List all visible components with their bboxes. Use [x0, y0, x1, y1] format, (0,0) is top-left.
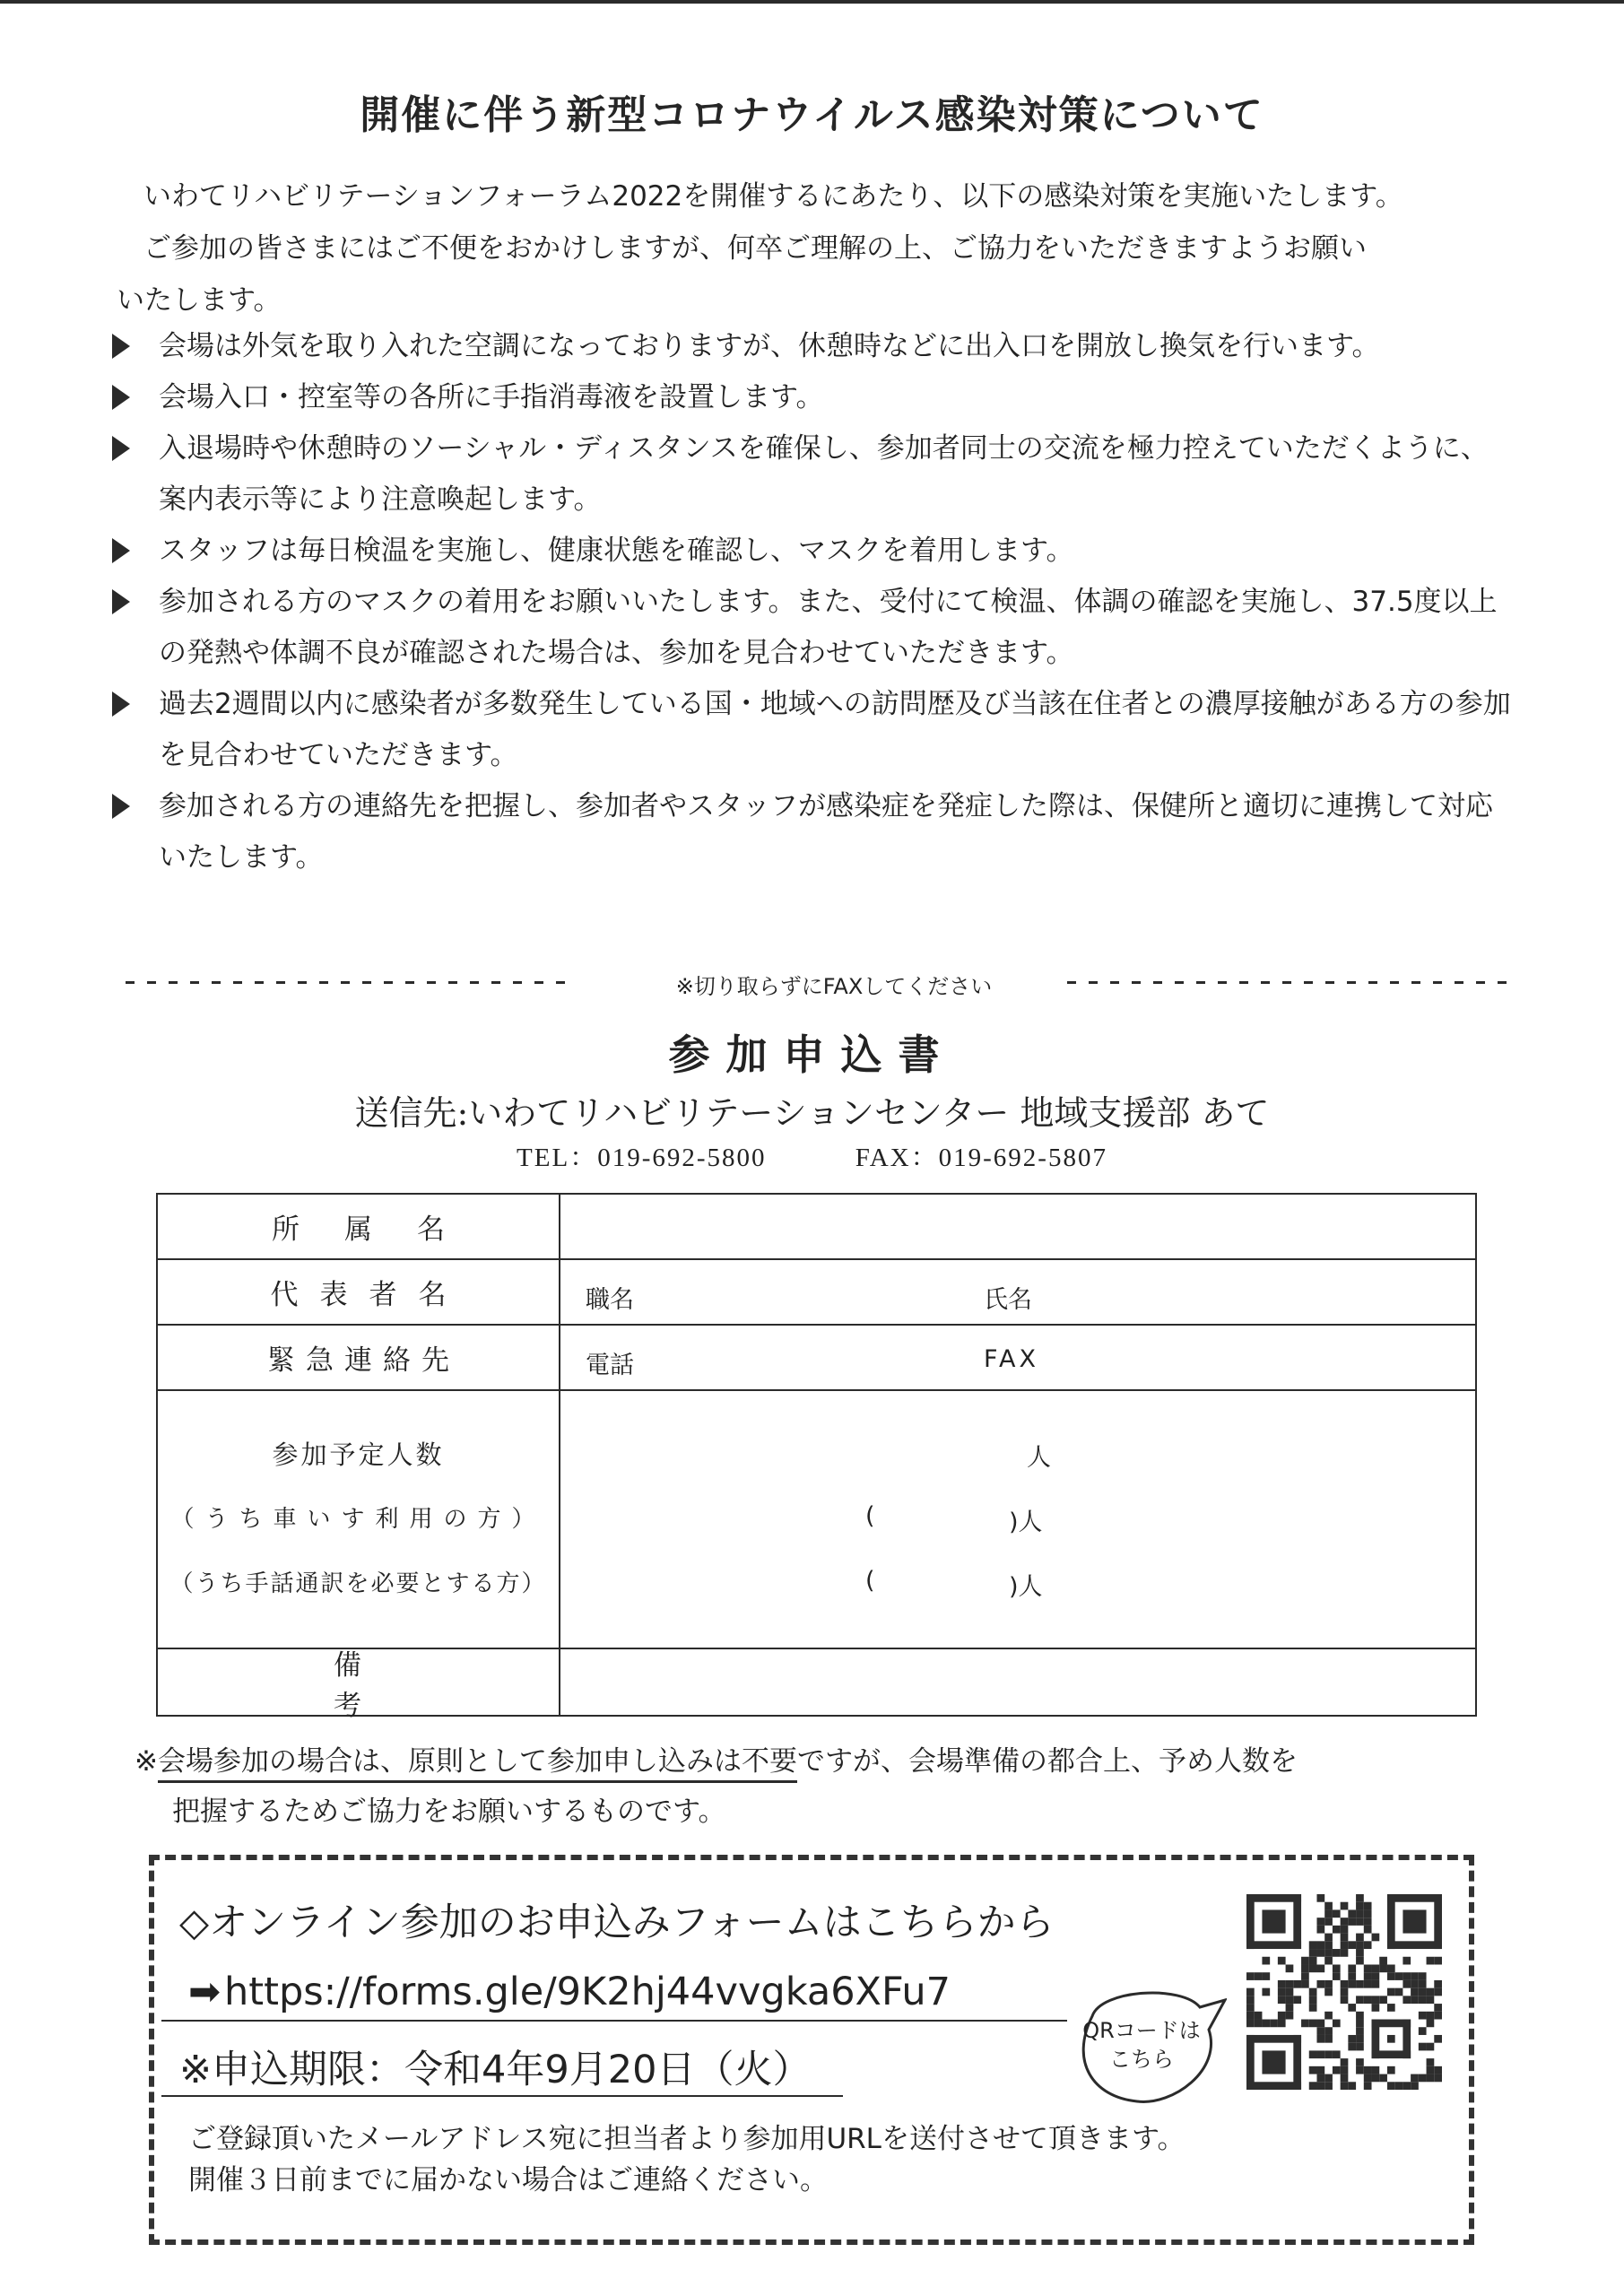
qr-module [1324, 1949, 1333, 1957]
qr-module [1348, 2035, 1356, 2043]
sign-language-label: （うち手話通訳を必要とする方） [169, 1570, 547, 1597]
table-row [158, 1195, 1475, 1260]
application-form-table [156, 1193, 1477, 1722]
qr-module [1403, 1980, 1411, 1988]
qr-module [1341, 1949, 1349, 1957]
qr-module [1324, 2027, 1333, 2035]
qr-module [1372, 1980, 1380, 1988]
qr-module [1411, 1988, 1419, 1996]
form-url-link[interactable]: https://forms.gle/9K2hj44vvgka6XFu7 [224, 1970, 951, 2014]
triangle-bullet-icon [112, 589, 130, 614]
unit-person: )人 [1009, 1573, 1043, 1601]
representative-field[interactable] [560, 1260, 1475, 1324]
list-item [112, 321, 1511, 372]
qr-module [1341, 1926, 1349, 1934]
qr-module [1316, 2035, 1324, 2043]
qr-module [1411, 2082, 1419, 2090]
qr-module [1348, 1972, 1356, 1980]
qr-module [1333, 1964, 1341, 1972]
qr-module [1324, 1988, 1333, 1996]
qr-module [1301, 1980, 1309, 1988]
qr-module [1356, 1949, 1364, 1957]
qr-module [1286, 1964, 1294, 1972]
qr-module [1356, 2020, 1364, 2028]
qr-module [1270, 2020, 1278, 2028]
qr-module [1316, 1926, 1324, 1934]
qr-module [1246, 1988, 1255, 1996]
qr-module [1419, 2074, 1427, 2083]
qr-module [1333, 2066, 1341, 2074]
qr-module [1333, 2050, 1341, 2058]
qr-module [1411, 1996, 1419, 2004]
qr-module [1246, 1996, 1255, 2004]
arrow-right-icon: ➡ [188, 1970, 221, 2014]
qr-module [1309, 2050, 1317, 2058]
qr-module [1316, 2066, 1324, 2074]
label-text: 備考 [334, 1648, 537, 1722]
qr-module [1262, 2020, 1270, 2028]
qr-module [1387, 2082, 1395, 2090]
fax-label: FAX [984, 1345, 1040, 1373]
qr-module [1427, 2020, 1435, 2028]
deadline-underline [161, 2095, 843, 2097]
intro-line: いたします。 [117, 284, 282, 317]
qr-module [1403, 2082, 1411, 2090]
qr-module [1324, 2082, 1333, 2090]
footnote-line: ご登録頂いたメールアドレス宛に担当者より参加用URLを送付させて頂きます。 [188, 2123, 1185, 2155]
affiliation-field[interactable] [560, 1195, 1475, 1258]
qr-module [1333, 1949, 1341, 1957]
qr-module [1316, 1918, 1324, 1926]
qr-module [1309, 1957, 1317, 1965]
qr-align [1403, 2020, 1411, 2059]
qr-module [1309, 2020, 1317, 2028]
remarks-field[interactable] [560, 1649, 1475, 1715]
triangle-bullet-icon [112, 691, 130, 717]
list-item [112, 577, 1511, 679]
qr-module [1379, 1996, 1387, 2004]
qr-module [1246, 2020, 1255, 2028]
qr-module [1356, 2066, 1364, 2074]
qr-module [1255, 2020, 1263, 2028]
triangle-bullet-icon [112, 538, 130, 563]
qr-module [1387, 2004, 1395, 2012]
qr-module [1324, 1909, 1333, 1918]
qr-module [1379, 1957, 1387, 1965]
qr-module [1356, 2012, 1364, 2020]
label-text: 代表者名 [270, 1279, 468, 1311]
note-underlined: 会場参加の場合は、原則として参加申し込みは不要 [158, 1745, 797, 1783]
qr-finder [1293, 2035, 1301, 2090]
qr-module [1419, 1988, 1427, 1996]
form-destination: 送信先:いわてリハビリテーションセンター 地域支援部 あて [354, 1093, 1270, 1133]
url-underline [161, 2020, 1067, 2022]
qr-module [1434, 1980, 1442, 1988]
qr-module [1372, 1934, 1380, 1942]
scan-edge [0, 0, 1624, 4]
cut-line-text: ※切り取らずにFAXしてください [675, 974, 993, 999]
qr-module [1379, 2074, 1387, 2083]
qr-module [1387, 1964, 1395, 1972]
qr-finder [1262, 2050, 1285, 2074]
qr-module [1316, 2050, 1324, 2058]
qr-module [1419, 1972, 1427, 1980]
qr-module [1427, 1957, 1435, 1965]
emergency-contact-label [158, 1326, 560, 1389]
qr-module [1255, 2012, 1263, 2020]
qr-code[interactable] [1246, 1894, 1442, 2090]
qr-module [1387, 1988, 1395, 1996]
qr-module [1364, 2082, 1372, 2090]
measure-text: 過去2週間以内に感染者が多数発生している国・地域への訪問歴及び当該在住者との濃厚接触がある方の参加を見合わせていただきます。 [159, 688, 1511, 771]
qr-module [1364, 1926, 1372, 1934]
qr-module [1356, 1996, 1364, 2004]
table-row [158, 1326, 1475, 1391]
qr-module [1348, 2082, 1356, 2090]
qr-module [1348, 1964, 1356, 1972]
remarks-label [158, 1648, 560, 1722]
qr-finder [1403, 1909, 1426, 1933]
representative-label [158, 1260, 560, 1324]
paren-open: ( [865, 1502, 875, 1530]
qr-module [1324, 1902, 1333, 1910]
qr-module [1301, 2020, 1309, 2028]
qr-module [1419, 1980, 1427, 1988]
qr-module [1395, 1988, 1403, 1996]
intro-line: ご参加の皆さまにはご不便をおかけしますが、何卒ご理解の上、ご協力をいただきますようお願い [143, 232, 1367, 265]
qr-module [1364, 2066, 1372, 2074]
qr-module [1403, 1972, 1411, 1980]
qr-module [1341, 1941, 1349, 1949]
qr-module [1324, 2035, 1333, 2043]
qr-module [1301, 1972, 1309, 1980]
qr-module [1356, 1894, 1364, 1902]
qr-module [1341, 2058, 1349, 2066]
full-name-label: 氏名 [984, 1286, 1032, 1314]
triangle-bullet-icon [112, 385, 130, 410]
qr-module [1333, 1972, 1341, 1980]
qr-module [1364, 1964, 1372, 1972]
qr-module [1333, 1926, 1341, 1934]
qr-module [1309, 1988, 1317, 1996]
qr-module [1286, 1996, 1294, 2004]
qr-module [1364, 1918, 1372, 1926]
qr-finder [1246, 1894, 1301, 1902]
qr-module [1324, 1941, 1333, 1949]
qr-module [1262, 1972, 1270, 1980]
qr-module [1341, 1980, 1349, 1988]
qr-module [1348, 2043, 1356, 2051]
qr-module [1427, 2074, 1435, 2083]
note-rest: ですが、会場準備の都合上、予め人数を [796, 1745, 1298, 1778]
qr-module [1387, 1972, 1395, 1980]
qr-module [1293, 1996, 1301, 2004]
qr-module [1324, 1957, 1333, 1965]
qr-module [1348, 1980, 1356, 1988]
qr-module [1419, 2012, 1427, 2020]
unit-person: 人 [1027, 1444, 1051, 1472]
qr-module [1301, 1964, 1309, 1972]
bubble-text [1065, 2016, 1218, 2074]
unit-person: )人 [1009, 1509, 1043, 1536]
qr-module [1341, 1996, 1349, 2004]
qr-speech-bubble [1065, 1980, 1218, 2106]
qr-module [1372, 2074, 1380, 2083]
dashed-divider [1067, 981, 1507, 984]
paren-open: ( [865, 1567, 875, 1595]
tel-number: TEL：019-692-5800 [517, 1144, 767, 1172]
qr-module [1309, 1964, 1317, 1972]
affiliation-label [158, 1195, 560, 1258]
qr-module [1262, 1957, 1270, 1965]
qr-module [1356, 1902, 1364, 1910]
label-text: 緊急連絡先 [267, 1344, 460, 1377]
job-title-label: 職名 [586, 1286, 634, 1314]
qr-finder [1387, 1941, 1442, 1949]
qr-module [1246, 1972, 1255, 1980]
qr-module [1411, 1972, 1419, 1980]
qr-module [1316, 2074, 1324, 2083]
bubble-line: こちら [1109, 2047, 1174, 2072]
qr-module [1316, 1941, 1324, 1949]
qr-module [1309, 2066, 1317, 2074]
qr-module [1341, 2074, 1349, 2083]
qr-finder [1293, 1894, 1301, 1949]
qr-module [1427, 2066, 1435, 2074]
qr-module [1356, 2058, 1364, 2066]
wheelchair-users-label: （うち車いす利用の方） [170, 1506, 546, 1533]
qr-module [1348, 2004, 1356, 2012]
qr-module [1341, 1902, 1349, 1910]
qr-module [1364, 1972, 1372, 1980]
qr-module [1286, 1988, 1294, 1996]
qr-module [1403, 1957, 1411, 1965]
emergency-contact-field[interactable] [560, 1326, 1475, 1389]
intro-line: いわてリハビリテーションフォーラム2022を開催するにあたり、以下の感染対策を実施いたします。 [143, 180, 1403, 213]
qr-module [1411, 1980, 1419, 1988]
qr-module [1341, 2066, 1349, 2074]
qr-module [1395, 2082, 1403, 2090]
qr-module [1356, 1918, 1364, 1926]
qr-module [1427, 2043, 1435, 2051]
qr-module [1364, 1980, 1372, 1988]
qr-module [1309, 1996, 1317, 2004]
qr-module [1348, 1909, 1356, 1918]
qr-module [1356, 1934, 1364, 1942]
list-item [112, 423, 1511, 526]
qr-module [1434, 2004, 1442, 2012]
qr-module [1379, 1964, 1387, 1972]
form-url-line [188, 1970, 951, 2014]
footnote-line: 開催３日前までに届かない場合はご連絡ください。 [188, 2164, 828, 2196]
qr-module [1278, 1957, 1286, 1965]
measure-text: 参加される方の連絡先を把握し、参加者やスタッフが感染症を発症した際は、保健所と適切に連携して対応いたします。 [159, 790, 1493, 874]
fax-number: FAX：019-692-5807 [855, 1144, 1107, 1172]
qr-module [1316, 1980, 1324, 1988]
qr-module [1434, 2074, 1442, 2083]
qr-module [1372, 1996, 1380, 2004]
qr-module [1411, 2074, 1419, 2083]
bubble-line: QRコードは [1082, 2018, 1201, 2043]
qr-module [1434, 2012, 1442, 2020]
registration-note [135, 1736, 1515, 1837]
qr-module [1419, 2027, 1427, 2035]
online-footnote [188, 2118, 1185, 2201]
qr-finder [1246, 1941, 1301, 1949]
qr-module [1395, 1972, 1403, 1980]
qr-module [1278, 1988, 1286, 1996]
qr-module [1419, 2043, 1427, 2051]
qr-module [1427, 2058, 1435, 2066]
qr-module [1316, 2027, 1324, 2035]
triangle-bullet-icon [112, 794, 130, 819]
qr-module [1356, 1941, 1364, 1949]
qr-module [1356, 1909, 1364, 1918]
qr-module [1278, 1996, 1286, 2004]
attendees-label [158, 1391, 560, 1648]
triangle-bullet-icon [112, 436, 130, 461]
qr-module [1309, 1941, 1317, 1949]
qr-module [1278, 1980, 1286, 1988]
deadline-text: ※申込期限：令和4年9月20日（火） [179, 2048, 812, 2092]
qr-module [1434, 2035, 1442, 2043]
qr-module [1364, 2074, 1372, 2083]
qr-module [1348, 1941, 1356, 1949]
qr-finder [1246, 2082, 1301, 2090]
qr-module [1434, 1988, 1442, 1996]
qr-module [1324, 1980, 1333, 1988]
qr-module [1278, 2020, 1286, 2028]
qr-module [1434, 2066, 1442, 2074]
qr-module [1333, 2020, 1341, 2028]
qr-finder [1387, 1894, 1442, 1902]
qr-module [1372, 2066, 1380, 2074]
qr-module [1372, 2004, 1380, 2012]
qr-module [1309, 2082, 1317, 2090]
qr-module [1434, 1957, 1442, 1965]
qr-module [1427, 1996, 1435, 2004]
qr-module [1255, 1972, 1263, 1980]
table-row [158, 1260, 1475, 1326]
qr-module [1364, 1909, 1372, 1918]
qr-module [1341, 1934, 1349, 1942]
qr-module [1403, 1996, 1411, 2004]
qr-module [1246, 2004, 1255, 2012]
qr-module [1301, 1957, 1309, 1965]
list-item [112, 372, 1511, 423]
qr-module [1286, 2004, 1294, 2012]
qr-module [1309, 1949, 1317, 1957]
qr-module [1316, 1949, 1324, 1957]
qr-finder [1246, 2035, 1255, 2090]
list-item [112, 679, 1511, 781]
qr-module [1286, 2012, 1294, 2020]
qr-module [1364, 1902, 1372, 1910]
qr-module [1341, 2082, 1349, 2090]
qr-module [1427, 2012, 1435, 2020]
measure-text: スタッフは毎日検温を実施し、健康状態を確認し、マスクを着用します。 [159, 535, 1074, 567]
qr-finder [1434, 1894, 1442, 1949]
list-item [112, 526, 1511, 577]
qr-module [1341, 1988, 1349, 1996]
qr-align [1372, 2020, 1380, 2059]
form-title: 参加申込書 [668, 1031, 956, 1079]
qr-module [1324, 2050, 1333, 2058]
measure-text: 会場入口・控室等の各所に手指消毒液を設置します。 [159, 381, 824, 413]
qr-module [1246, 2012, 1255, 2020]
attendees-count-label: 参加予定人数 [272, 1439, 445, 1470]
measures-list [112, 321, 1511, 883]
qr-module [1356, 1980, 1364, 1988]
cut-line [126, 969, 1507, 999]
qr-module [1356, 2043, 1364, 2051]
qr-module [1372, 1964, 1380, 1972]
qr-module [1309, 2004, 1317, 2012]
qr-module [1356, 1957, 1364, 1965]
qr-module [1364, 1996, 1372, 2004]
qr-module [1324, 2074, 1333, 2083]
qr-module [1286, 1980, 1294, 1988]
phone-label: 電話 [586, 1352, 634, 1379]
page-title: 開催に伴う新型コロナウイルス感染対策について [360, 92, 1264, 138]
qr-finder [1262, 1909, 1285, 1933]
triangle-bullet-icon [112, 334, 130, 359]
measure-text: 参加される方のマスクの着用をお願いいたします。また、受付にて検温、体調の確認を実施し、37.5度以上の発熱や体調不良が確認された場合は、参加を見合わせていただきます。 [159, 586, 1498, 669]
qr-finder [1387, 1894, 1395, 1949]
dashed-divider [126, 981, 565, 984]
qr-module [1372, 1972, 1380, 1980]
qr-module [1348, 1918, 1356, 1926]
qr-align [1387, 2035, 1395, 2043]
qr-module [1278, 2012, 1286, 2020]
qr-module [1324, 1934, 1333, 1942]
note-line [135, 1736, 1515, 1787]
qr-module [1324, 1918, 1333, 1926]
qr-module [1419, 1996, 1427, 2004]
qr-module [1356, 2027, 1364, 2035]
qr-module [1262, 1988, 1270, 1996]
qr-module [1341, 1918, 1349, 1926]
qr-module [1324, 2012, 1333, 2020]
contact-numbers [0, 1137, 1624, 1174]
qr-module [1316, 2020, 1324, 2028]
table-row [158, 1391, 1475, 1649]
qr-module [1333, 1909, 1341, 1918]
qr-module [1316, 2082, 1324, 2090]
measure-text: 入退場時や休憩時のソーシャル・ディスタンスを確保し、参加者同士の交流を極力控えていただくように、案内表示等により注意喚起します。 [159, 432, 1489, 516]
qr-module [1364, 1941, 1372, 1949]
label-text: 所属名 [272, 1213, 490, 1246]
note-mark: ※ [135, 1745, 158, 1778]
qr-module [1387, 2066, 1395, 2074]
qr-module [1427, 1988, 1435, 1996]
qr-module [1316, 1894, 1324, 1902]
qr-module [1316, 1964, 1324, 1972]
qr-finder [1246, 2035, 1301, 2043]
online-form-heading: ◇オンライン参加のお申込みフォームはこちらから [179, 1900, 1055, 1945]
qr-module [1356, 2035, 1364, 2043]
note-line: 把握するためご協力をお願いするものです。 [172, 1796, 726, 1828]
list-item [112, 781, 1511, 883]
measure-text: 会場は外気を取り入れた空調になっておりますが、休憩時などに出入口を開放し換気を行います。 [159, 330, 1380, 362]
qr-finder [1246, 1894, 1255, 1949]
table-row [158, 1648, 1475, 1722]
qr-module [1293, 1980, 1301, 1988]
attendees-field[interactable] [560, 1391, 1475, 1648]
intro-paragraph [117, 170, 1515, 326]
